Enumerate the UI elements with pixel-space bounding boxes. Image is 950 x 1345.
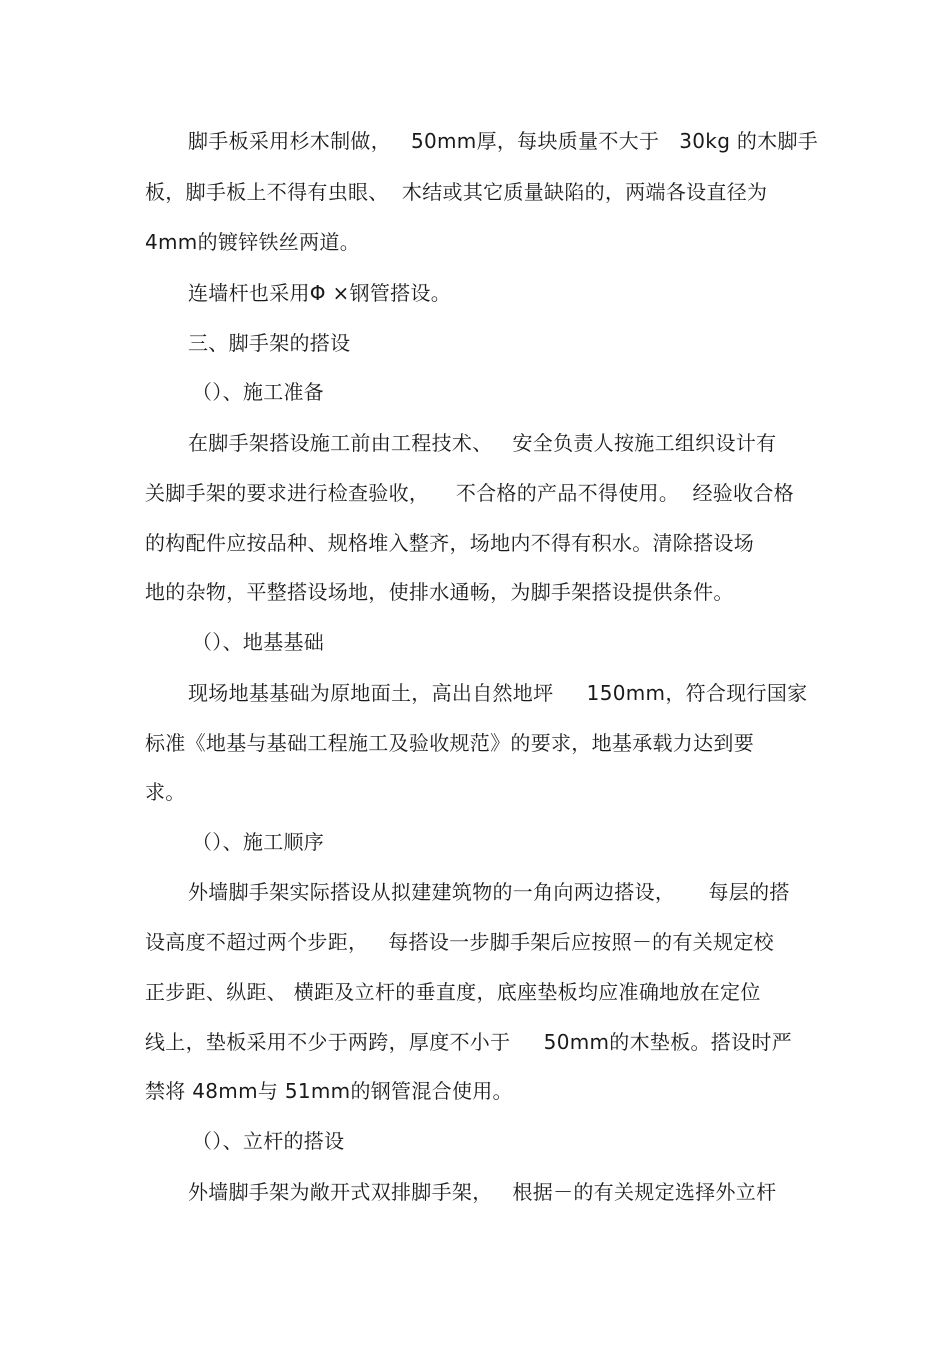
paragraph-line: 关脚手架的要求进行检查验收， 不合格的产品不得使用。 经验收合格 bbox=[145, 481, 794, 505]
paragraph-line: 标准《地基与基础工程施工及验收规范》的要求，地基承载力达到要 bbox=[145, 731, 754, 755]
paragraph-line: 在脚手架搭设施工前由工程技术、 安全负责人按施工组织设计有 bbox=[188, 431, 777, 455]
subsection-heading: （）、施工准备 bbox=[192, 380, 325, 404]
paragraph-line: 外墙脚手架实际搭设从拟建建筑物的一角向两边搭设， 每层的搭 bbox=[188, 880, 790, 904]
paragraph-line: 设高度不超过两个步距， 每搭设一步脚手架后应按照－的有关规定校 bbox=[145, 930, 774, 954]
paragraph-line: 禁将 48mm与 51mm的钢管混合使用。 bbox=[145, 1079, 513, 1103]
paragraph-line: 外墙脚手架为敞开式双排脚手架， 根据－的有关规定选择外立杆 bbox=[188, 1180, 777, 1204]
paragraph-line: 板，脚手板上不得有虫眼、 木结或其它质量缺陷的，两端各设直径为 bbox=[145, 180, 768, 204]
paragraph-line: 地的杂物，平整搭设场地，使排水通畅，为脚手架搭设提供条件。 bbox=[145, 580, 734, 604]
section-heading: 三、脚手架的搭设 bbox=[188, 331, 351, 355]
paragraph-line: 正步距、纵距、 横距及立杆的垂直度，底座垫板均应准确地放在定位 bbox=[145, 980, 761, 1004]
paragraph-line: 求。 bbox=[145, 780, 186, 804]
paragraph-line: 脚手板采用杉木制做， 50mm厚，每块质量不大于 30kg 的木脚手 bbox=[188, 129, 819, 153]
paragraph-line: 现场地基基础为原地面土，高出自然地坪 150mm，符合现行国家 bbox=[188, 681, 808, 705]
paragraph-line: 线上，垫板采用不少于两跨，厚度不小于 50mm的木垫板。搭设时严 bbox=[145, 1030, 793, 1054]
paragraph-line: 的构配件应按品种、规格堆入整齐，场地内不得有积水。清除搭设场 bbox=[145, 531, 754, 555]
paragraph-line: 4mm的镀锌铁丝两道。 bbox=[145, 230, 360, 254]
subsection-heading: （）、施工顺序 bbox=[192, 830, 325, 854]
subsection-heading: （）、立杆的搭设 bbox=[192, 1129, 345, 1153]
subsection-heading: （）、地基基础 bbox=[192, 630, 325, 654]
paragraph-line: 连墙杆也采用Φ ×钢管搭设。 bbox=[188, 281, 452, 305]
